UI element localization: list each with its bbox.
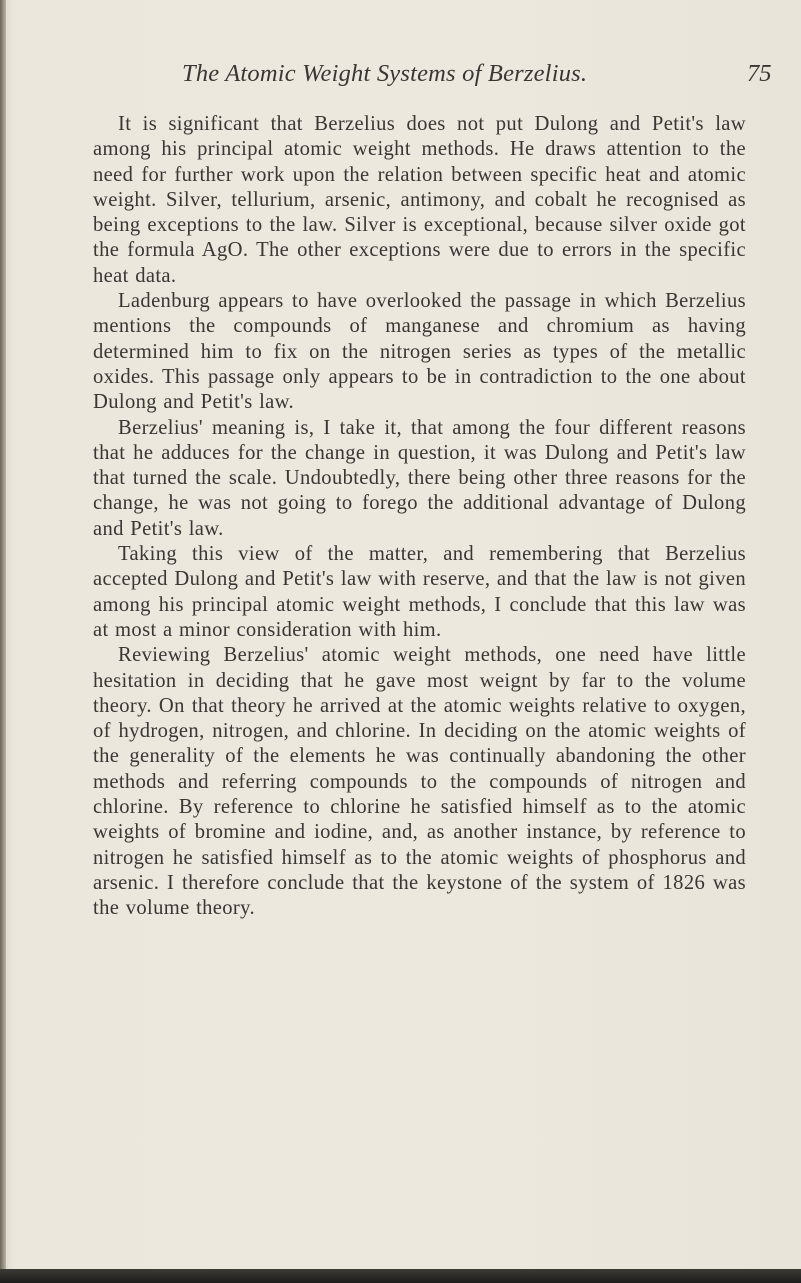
paragraph: Taking this view of the matter, and remembering that Berzelius accepted Dulong and Petit's law with reserve, and that the law is not given among his principal atomic weight methods, I conclude that this law was at most a minor consideration with him. — [93, 543, 746, 641]
paragraph: Ladenburg appears to have overlooked the passage in which Berzelius mentions the compounds of manganese and chromium as having determined him to fix on the nitrogen series as types of the metallic oxides. This passage only appears to be in contradiction to the one about Dulong and Petit's law. — [93, 290, 746, 414]
page-spine-shadow — [0, 0, 6, 1283]
paragraph: Reviewing Berzelius' atomic weight methods, one need have little hesitation in deciding that he gave most weignt by far to the volume theory. On that theory he arrived at the atomic weights relative to oxygen, of hydrogen, nitrogen, and chlorine. In deciding on the atomic weights of the generality of the elements he was continually abandoning the other methods and referring compounds to the compounds of nitrogen and chlorine. By reference to chlorine he satisfied himself as to the atomic weights of bromine and iodine, and, as another instance, by reference to nitrogen he satisfied himself as to the atomic weights of phosphorus and arsenic. I therefore conclude that the keystone of the system of 1826 was the volume theory. — [93, 644, 746, 920]
paragraph: Berzelius' meaning is, I take it, that among the four different reasons that he adduces for the change in question, it was Dulong and Petit's law that turned the scale. Undoubtedly, there being other three reasons for the change, he was not going to forego the additional advantage of Dulong and Petit's law. — [93, 416, 746, 540]
paragraph: It is significant that Berzelius does not put Dulong and Petit's law among his principal atomic weight methods. He draws attention to the need for further work upon the relation between specific heat and atomic weight. Silver, tellurium, arsenic, antimony, and cobalt he recognised as being exceptions to the law. Silver is exceptional, because silver oxide got the formula AgO. The other exceptions were due to errors in the specific heat data. — [93, 113, 746, 287]
running-head — [70, 60, 800, 100]
running-title: The Atomic Weight Systems of Berzelius. — [182, 60, 588, 87]
page-number: 75 — [747, 60, 772, 87]
body-text — [93, 112, 746, 922]
page-bottom-edge — [0, 1269, 801, 1283]
